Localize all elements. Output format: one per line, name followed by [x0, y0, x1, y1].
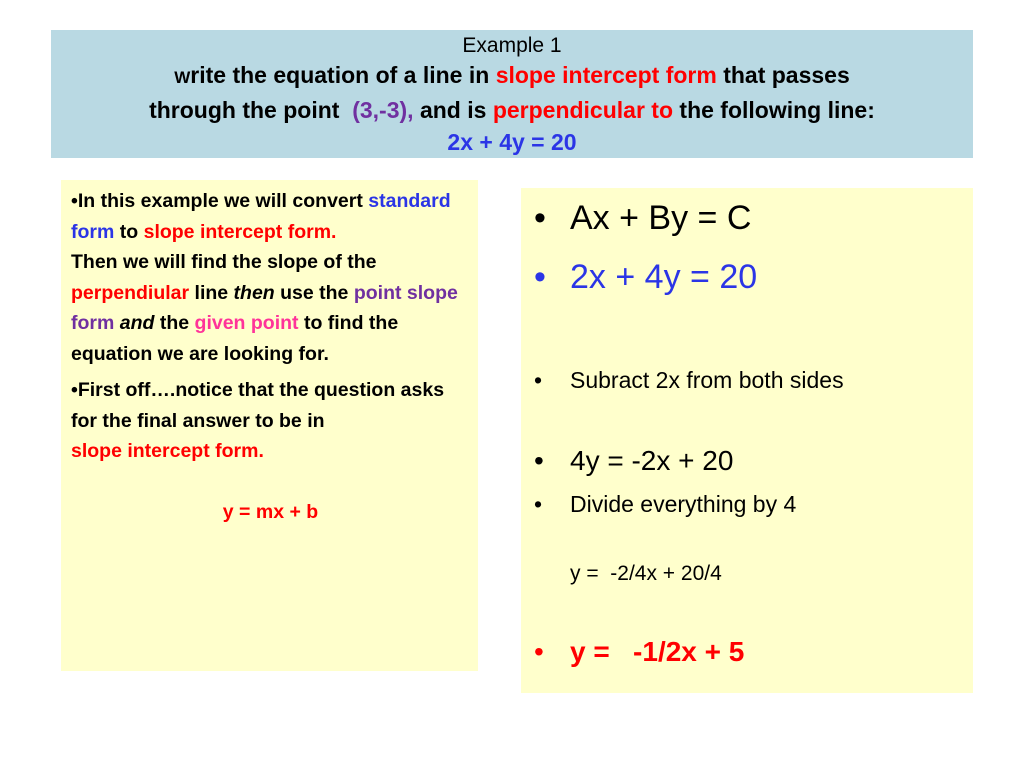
title-box	[51, 30, 973, 158]
prompt-highlight-perpendicular: perpendicular to	[492, 97, 674, 123]
explanation-paragraph-1	[71, 186, 470, 247]
step-text: Divide everything by 4	[570, 491, 797, 517]
prompt-line-2	[51, 94, 973, 126]
prompt-text-b: that passes	[716, 62, 850, 88]
explanation-paragraph-3	[71, 375, 470, 467]
prompt-line-1	[51, 59, 973, 94]
explanation-text: use the	[274, 281, 354, 304]
prompt-text-e: the following line:	[673, 97, 875, 123]
prompt-text-d: and is	[413, 97, 493, 123]
example-label: Example 1	[462, 34, 562, 57]
explanation-text: to find the equation we are looking for.	[71, 312, 399, 365]
slope-intercept-formula: y = mx + b	[222, 501, 319, 523]
bullet: •	[534, 636, 544, 667]
explanation-paragraph-2	[71, 247, 470, 369]
emphasis-then: then	[233, 281, 275, 304]
prompt-highlight-slope-intercept: slope intercept form	[495, 62, 717, 88]
explanation-text: line	[189, 281, 234, 304]
given-equation: 2x + 4y = 20	[447, 129, 577, 155]
step-text: y = -1/2x + 5	[570, 636, 745, 667]
prompt-initial: W	[174, 68, 191, 87]
step-text: Subract 2x from both sides	[570, 367, 844, 393]
highlight-point-slope-form: point slope form	[71, 281, 458, 334]
spacer	[71, 467, 470, 498]
bullet: •	[534, 445, 544, 476]
explanation-text: First off….notice that the question asks for the final answer to be in	[71, 379, 445, 432]
step-text: 2x + 4y = 20	[570, 258, 758, 296]
bullet: •	[534, 258, 546, 296]
bullet: •	[534, 491, 543, 517]
highlight-standard-form: standard form	[71, 190, 451, 243]
explanation-text: In this example we will convert	[77, 190, 369, 212]
bullet: •	[71, 379, 78, 401]
bullet: •	[534, 367, 543, 393]
highlight-perpendicular: perpendiular	[71, 281, 190, 304]
explanation-panel	[61, 180, 478, 671]
bullet: •	[71, 190, 78, 212]
highlight-given-point: given point	[194, 312, 299, 334]
highlight-slope-intercept-form: slope intercept form.	[143, 220, 337, 243]
prompt-highlight-point: (3,-3),	[352, 97, 414, 123]
step-text: 4y = -2x + 20	[570, 445, 734, 476]
explanation-text: Then we will find the slope of the	[71, 251, 377, 273]
highlight-slope-intercept-form-2: slope intercept form.	[71, 440, 264, 462]
bullet: •	[534, 199, 546, 237]
prompt-text-c: through the point	[149, 97, 353, 123]
solution-panel	[521, 188, 973, 693]
prompt-text-a: rite the equation of a line in	[190, 62, 496, 88]
step-text: Ax + By = C	[570, 199, 752, 237]
explanation-text: to	[114, 220, 144, 243]
step-text: y = -2/4x + 20/4	[570, 562, 722, 585]
emphasis-and: and	[119, 312, 155, 334]
explanation-text: the	[154, 312, 195, 334]
